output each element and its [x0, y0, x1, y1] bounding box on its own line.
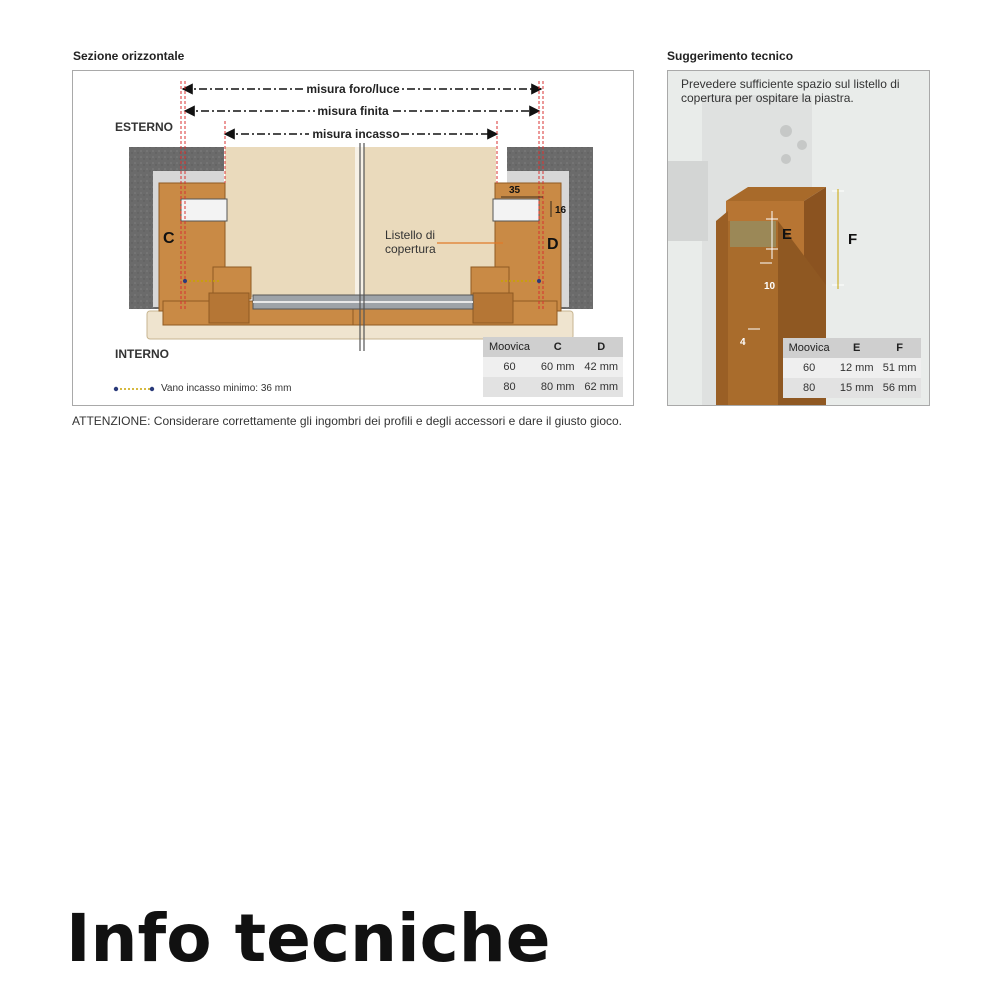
horizontal-section-panel: [72, 70, 634, 406]
table-cell: 60: [483, 357, 536, 377]
table-cell: 56 mm: [878, 378, 921, 398]
table-header-e: E: [835, 338, 878, 358]
label-interno: INTERNO: [115, 347, 169, 361]
letter-c: C: [163, 230, 175, 247]
table-row: [483, 357, 623, 377]
legend-dotted-line-icon: [113, 385, 155, 393]
table-row: [483, 377, 623, 397]
letter-e: E: [782, 226, 793, 243]
table-cell: 60: [783, 358, 835, 378]
dim-16-label: 16: [555, 205, 567, 216]
table-cell: 62 mm: [579, 377, 623, 397]
table-header-d: D: [579, 337, 623, 357]
listello-label-line2: copertura: [385, 242, 436, 256]
attention-note: ATTENZIONE: Considerare correttamente gli ingombri dei profili e degli accessori e dare il giusto gioco.: [72, 414, 623, 428]
dim-4-label: 4: [740, 337, 746, 348]
section-title-tip: Suggerimento tecnico: [667, 49, 794, 63]
table-cell: 15 mm: [835, 378, 878, 398]
table-header-moovica: Moovica: [483, 337, 536, 357]
letter-d: D: [547, 236, 559, 253]
dimension-finita-label: misura finita: [317, 104, 389, 118]
letter-f: F: [848, 231, 858, 248]
table-row: [783, 358, 921, 378]
legend-text: Vano incasso minimo: 36 mm: [161, 383, 292, 394]
label-esterno: ESTERNO: [115, 120, 174, 134]
table-header-c: C: [536, 337, 579, 357]
table-moovica-e-f: [783, 338, 921, 398]
table-cell: 51 mm: [878, 358, 921, 378]
section-title-horizontal: Sezione orizzontale: [73, 49, 185, 63]
tip-text: Prevedere sufficiente spazio sul listello di copertura per ospitare la piastra.: [681, 77, 900, 105]
table-header-f: F: [878, 338, 921, 358]
dim-10-label: 10: [764, 281, 776, 292]
legend-vano: [113, 383, 291, 394]
table-header-moovica: Moovica: [783, 338, 835, 358]
table-cell: 60 mm: [536, 357, 579, 377]
page-title: Info tecniche: [66, 900, 551, 977]
technical-tip-panel: [667, 70, 930, 406]
dimension-incasso-label: misura incasso: [312, 127, 400, 141]
listello-label-line1: Listello di: [385, 228, 436, 242]
table-cell: 80: [783, 378, 835, 398]
table-cell: 80: [483, 377, 536, 397]
table-moovica-c-d: [483, 337, 623, 397]
dimension-foro-label: misura foro/luce: [306, 82, 400, 96]
table-cell: 12 mm: [835, 358, 878, 378]
table-row: [783, 378, 921, 398]
dim-35-label: 35: [509, 185, 521, 196]
table-cell: 42 mm: [579, 357, 623, 377]
table-cell: 80 mm: [536, 377, 579, 397]
